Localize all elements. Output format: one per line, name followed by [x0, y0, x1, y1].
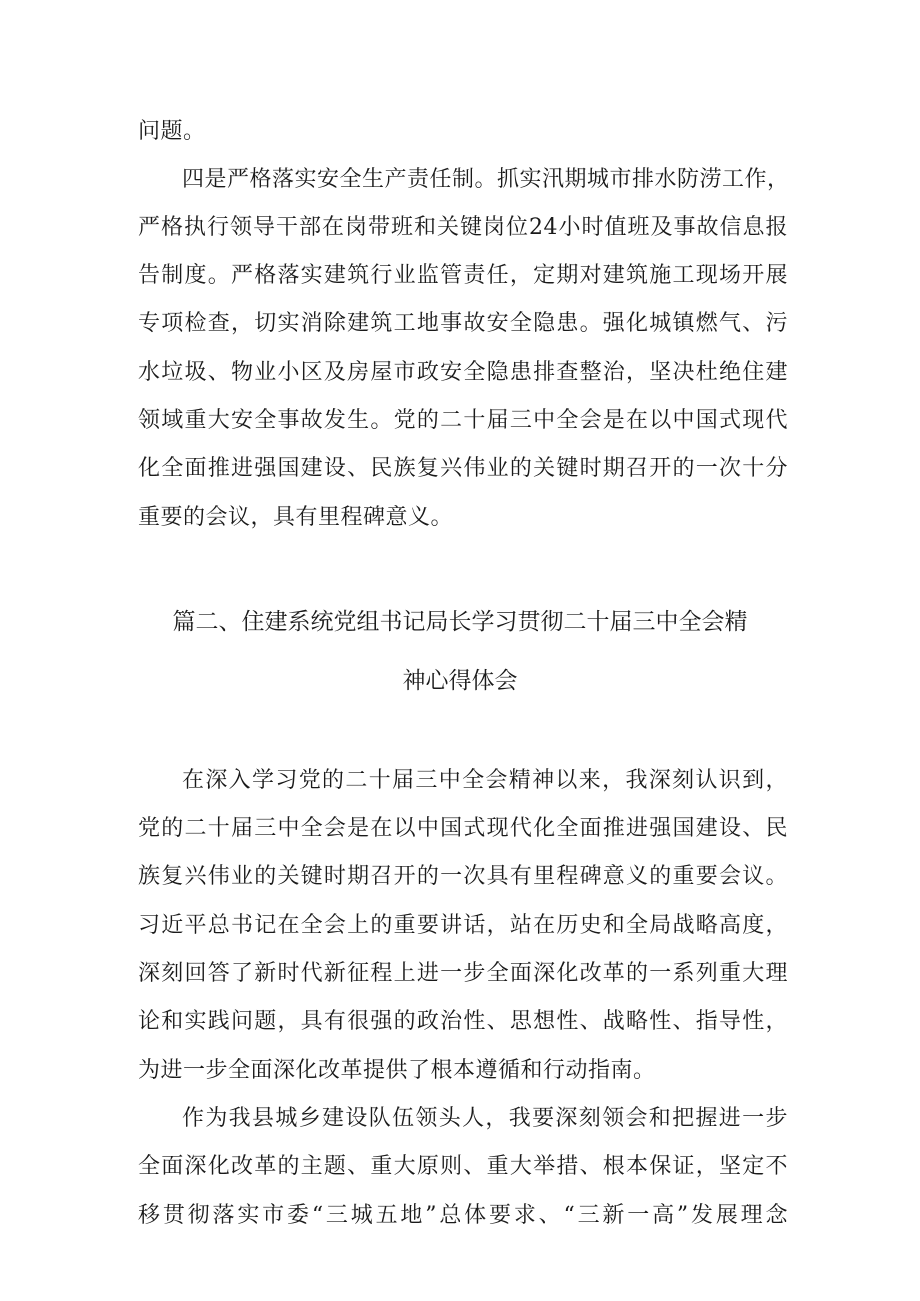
paragraph-line: 告制度。严格落实建筑行业监管责任，定期对建筑施工现场开展: [138, 263, 788, 288]
paragraph-line: 习近平总书记在全会上的重要讲话，站在历史和全局战略高度，: [138, 913, 788, 938]
paragraph-line: 重要的会议，具有里程碑意义。: [138, 505, 454, 530]
paragraph-line: 领域重大安全事故发生。党的二十届三中全会是在以中国式现代: [138, 408, 788, 433]
section-heading-line-1: 篇二、住建系统党组书记局长学习贯彻二十届三中全会精: [172, 609, 748, 635]
paragraph-line: 全面深化改革的主题、重大原则、重大举措、根本保证，坚定不: [138, 1154, 788, 1179]
paragraph-line: 族复兴伟业的关键时期召开的一次具有里程碑意义的重要会议。: [138, 864, 788, 889]
paragraph-line: 深刻回答了新时代新征程上进一步全面深化改革的一系列重大理: [138, 961, 788, 986]
paragraph-line: 水垃圾、物业小区及房屋市政安全隐患排查整治，坚决杜绝住建: [138, 360, 788, 385]
paragraph-line: 作为我县城乡建设队伍领头人，我要深刻领会和把握进一步: [182, 1106, 788, 1131]
section-heading-line-2: 神心得体会: [402, 668, 518, 694]
paragraph-line: 严格执行领导干部在岗带班和关键岗位24小时值班及事故信息报: [138, 215, 788, 240]
paragraph-line: 党的二十届三中全会是在以中国式现代化全面推进强国建设、民: [138, 816, 788, 841]
paragraph-line: 专项检查，切实消除建筑工地事故安全隐患。强化城镇燃气、污: [138, 311, 788, 336]
paragraph-line: 移贯彻落实市委“三城五地”总体要求、“三新一高”发展理念: [138, 1203, 788, 1228]
paragraph-line: 四是严格落实安全生产责任制。抓实汛期城市排水防涝工作，: [182, 167, 790, 192]
paragraph-line: 化全面推进强国建设、民族复兴伟业的关键时期召开的一次十分: [138, 456, 788, 481]
paragraph-line: 问题。: [138, 119, 206, 144]
paragraph-line: 为进一步全面深化改革提供了根本遵循和行动指南。: [138, 1058, 656, 1083]
paragraph-line: 在深入学习党的二十届三中全会精神以来，我深刻认识到，: [182, 768, 788, 793]
paragraph-line: 论和实践问题，具有很强的政治性、思想性、战略性、指导性，: [138, 1009, 788, 1034]
